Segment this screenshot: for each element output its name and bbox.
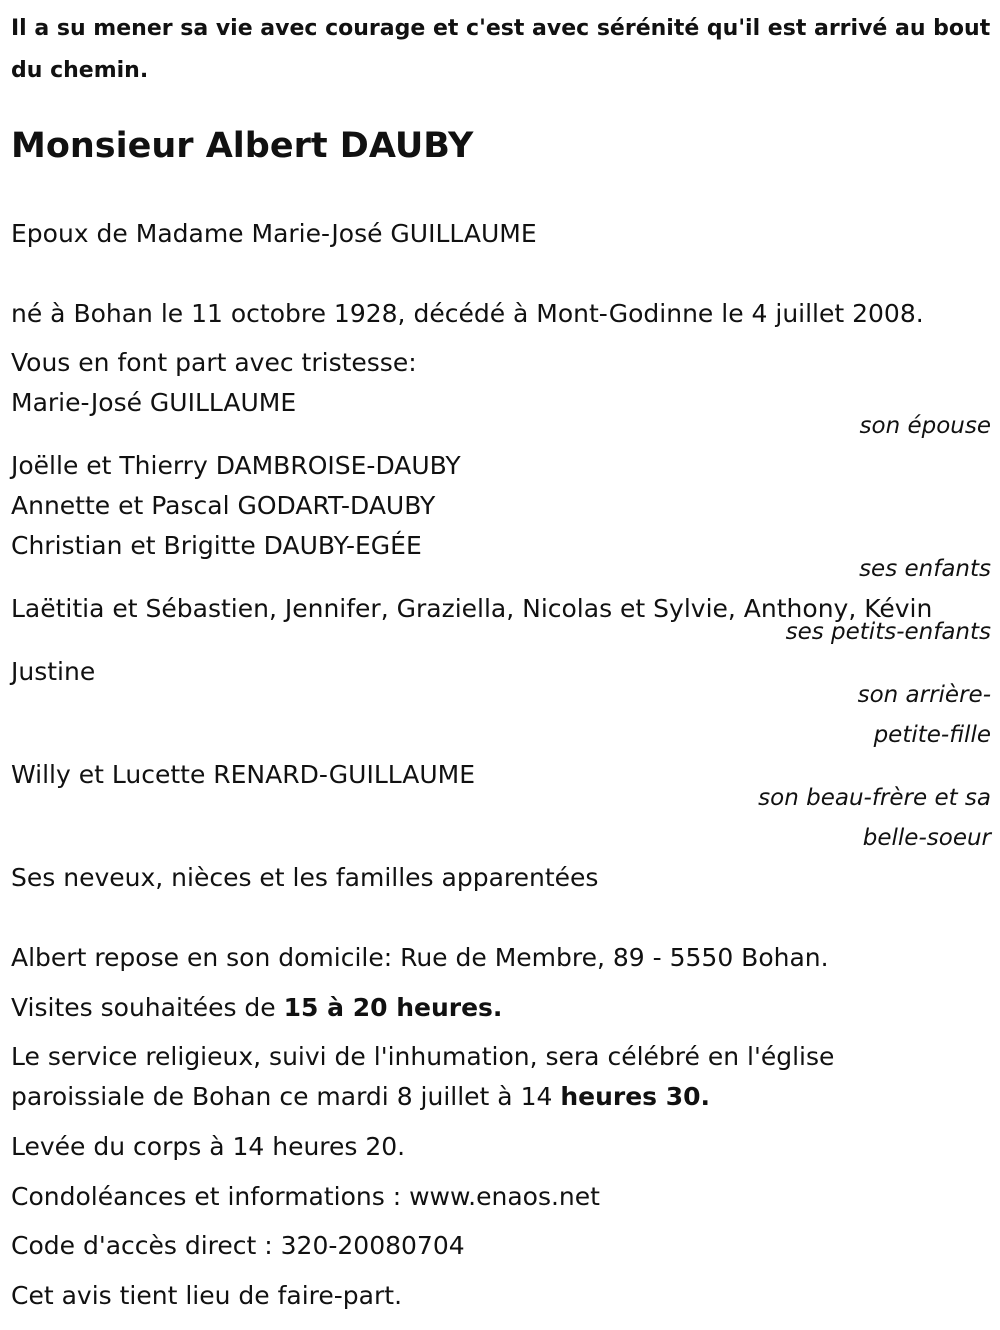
visits-hours: 15 à 20 heures. [283, 993, 503, 1022]
condolences-line: Condoléances et informations : www.enaos.net [11, 1182, 600, 1211]
birth-death-line: né à Bohan le 11 octobre 1928, décédé à Mont-Godinne le 4 juillet 2008. [11, 299, 924, 328]
family-name: Marie-José GUILLAUME [11, 388, 297, 417]
service-text: Le service religieux, suivi de l'inhumation, sera célébré en l'église paroissiale de Bohan ce mardi 8 juillet à 14 [11, 1042, 835, 1111]
family-name: Laëtitia et Sébastien, Jennifer, Graziella, Nicolas et Sylvie, Anthony, Kévin [11, 594, 933, 623]
family-relation: ses petits-enfants [785, 619, 991, 645]
deceased-name: Monsieur Albert DAUBY [11, 126, 474, 166]
extended-family-line: Ses neveux, nièces et les familles apparentées [11, 863, 599, 892]
levee-line: Levée du corps à 14 heures 20. [11, 1132, 406, 1161]
family-relation: ses enfants [859, 556, 991, 582]
access-code-line: Code d'accès direct : 320-20080704 [11, 1231, 465, 1260]
family-relation: son épouse [859, 413, 991, 439]
visits-text: Visites souhaitées de [11, 993, 284, 1022]
visits-line [11, 988, 502, 1028]
spouse-line: Epoux de Madame Marie-José GUILLAUME [11, 219, 537, 248]
family-name: Joëlle et Thierry DAMBROISE-DAUBY [11, 451, 461, 480]
family-name: Christian et Brigitte DAUBY-EGÉE [11, 531, 422, 560]
intro-quote: Il a su mener sa vie avec courage et c'est avec sérénité qu'il est arrivé au bout du chemin. [11, 16, 991, 83]
rest-place-line: Albert repose en son domicile: Rue de Membre, 89 - 5550 Bohan. [11, 943, 829, 972]
family-name: Willy et Lucette RENARD-GUILLAUME [11, 760, 476, 789]
announcement-line: Vous en font part avec tristesse: [11, 348, 417, 377]
service-line [11, 1037, 911, 1117]
family-relation: son beau-frère et sa belle-soeur [758, 785, 991, 851]
family-name: Annette et Pascal GODART-DAUBY [11, 491, 436, 520]
service-hours: heures 30. [560, 1082, 711, 1111]
family-relation: son arrière-petite-fille [857, 682, 991, 748]
family-name: Justine [11, 657, 96, 686]
closing-line: Cet avis tient lieu de faire-part. [11, 1281, 403, 1310]
